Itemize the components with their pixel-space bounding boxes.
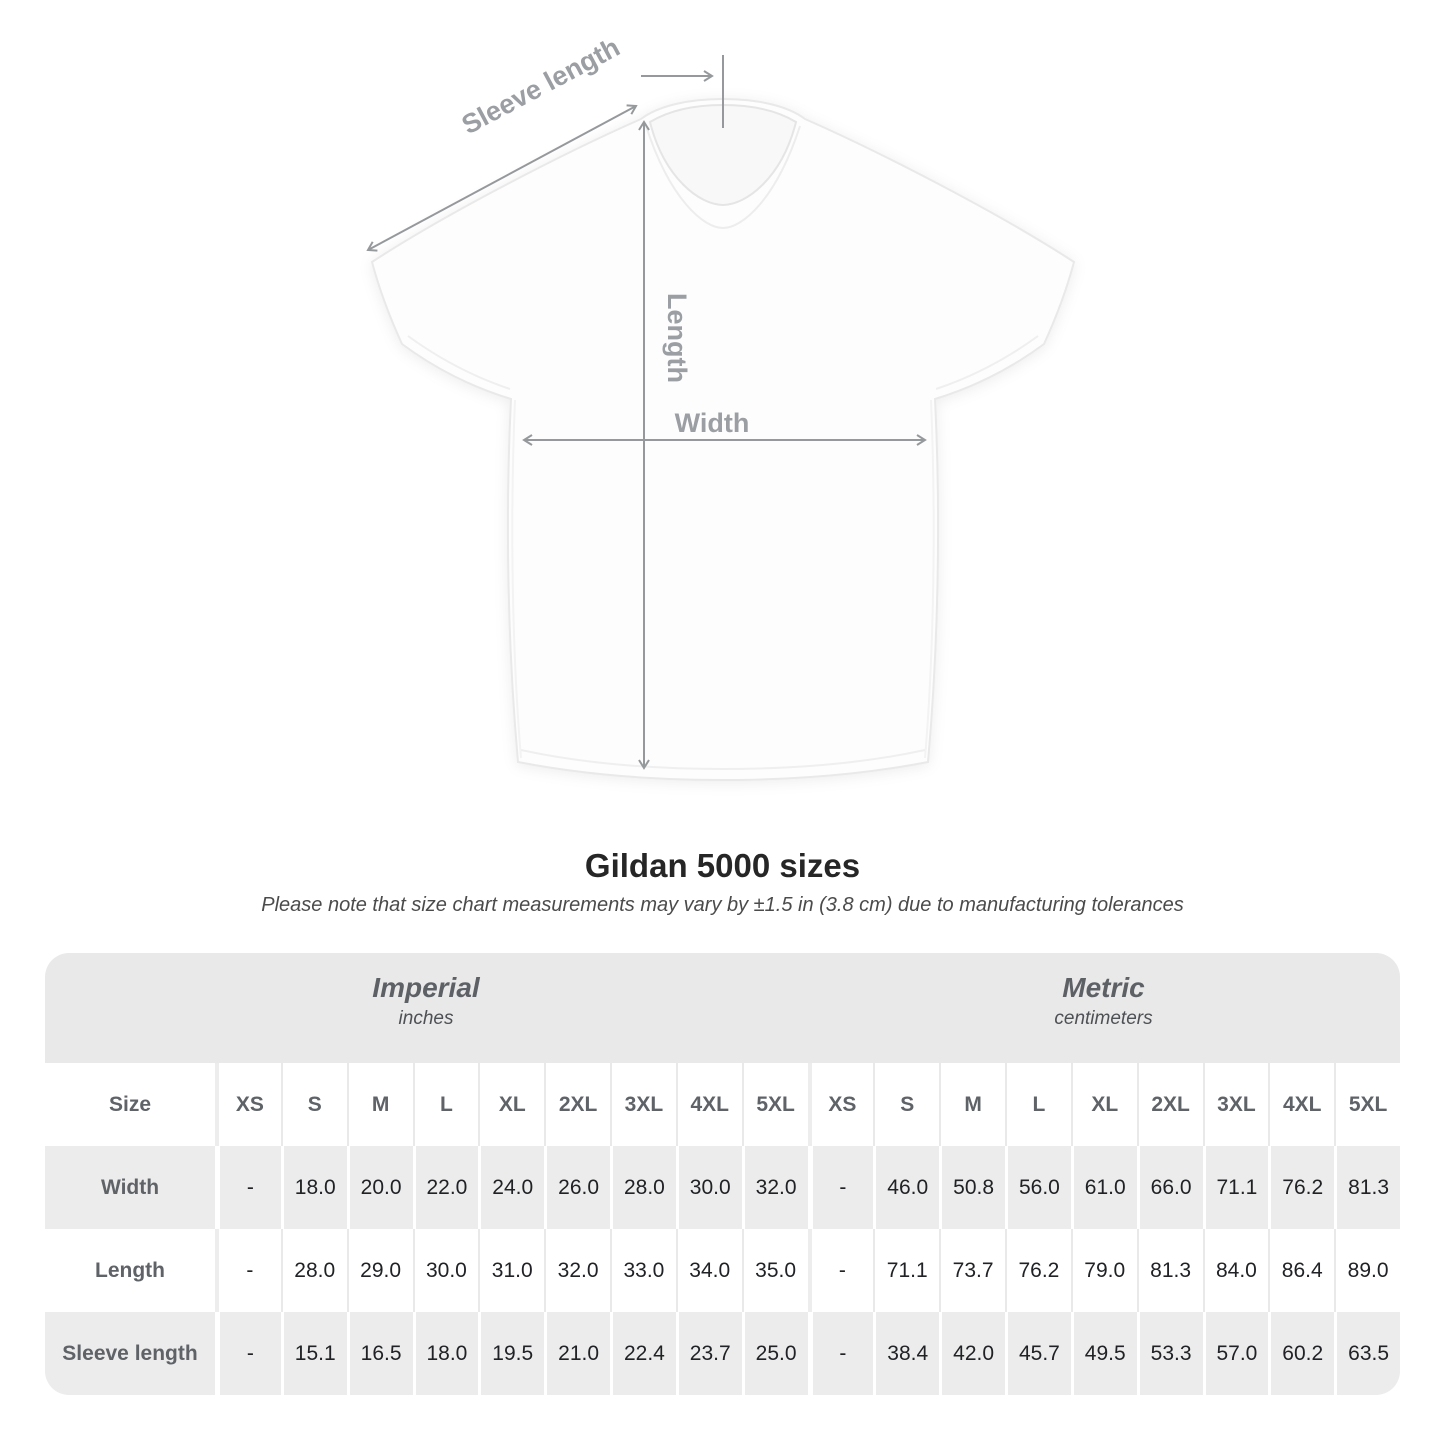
width-metric-xl: 61.0	[1071, 1146, 1137, 1229]
imperial-sublabel: inches	[398, 1008, 454, 1029]
size-col-metric-s: S	[873, 1063, 939, 1146]
size-col-metric-2xl: 2XL	[1137, 1063, 1203, 1146]
sleeve-metric-5xl: 63.5	[1334, 1312, 1400, 1395]
width-imperial-m: 20.0	[347, 1146, 413, 1229]
size-col-imperial-l: L	[413, 1063, 479, 1146]
length-imperial-m: 29.0	[347, 1229, 413, 1312]
length-label: Length	[662, 293, 692, 383]
length-imperial-3xl: 33.0	[610, 1229, 676, 1312]
length-metric-5xl: 89.0	[1334, 1229, 1400, 1312]
sleeve-imperial-5xl: 25.0	[742, 1312, 808, 1395]
sleeve-length-row	[45, 1312, 1400, 1395]
metric-sublabel: centimeters	[1054, 1008, 1153, 1029]
sleeve-imperial-xs: -	[215, 1312, 281, 1395]
length-metric-3xl: 84.0	[1203, 1229, 1269, 1312]
size-col-metric-xs: XS	[808, 1063, 874, 1146]
sleeve-imperial-s: 15.1	[281, 1312, 347, 1395]
sleeve-metric-xs: -	[808, 1312, 874, 1395]
metric-header	[807, 953, 1400, 1063]
size-header-row	[45, 1063, 1400, 1146]
size-col-metric-l: L	[1005, 1063, 1071, 1146]
width-metric-s: 46.0	[873, 1146, 939, 1229]
width-imperial-5xl: 32.0	[742, 1146, 808, 1229]
size-col-imperial-5xl: 5XL	[742, 1063, 808, 1146]
width-metric-4xl: 76.2	[1268, 1146, 1334, 1229]
metric-label: Metric	[1062, 972, 1145, 1003]
unit-header-band	[45, 953, 1400, 1063]
sleeve-metric-s: 38.4	[873, 1312, 939, 1395]
sleeve-length-label: Sleeve length	[456, 31, 625, 141]
sleeve-imperial-l: 18.0	[413, 1312, 479, 1395]
width-imperial-s: 18.0	[281, 1146, 347, 1229]
width-metric-5xl: 81.3	[1334, 1146, 1400, 1229]
length-metric-xs: -	[808, 1229, 874, 1312]
sleeve-metric-3xl: 57.0	[1203, 1312, 1269, 1395]
width-imperial-4xl: 30.0	[676, 1146, 742, 1229]
width-metric-l: 56.0	[1005, 1146, 1071, 1229]
length-metric-l: 76.2	[1005, 1229, 1071, 1312]
length-metric-xl: 79.0	[1071, 1229, 1137, 1312]
width-imperial-xl: 24.0	[478, 1146, 544, 1229]
length-imperial-s: 28.0	[281, 1229, 347, 1312]
sleeve-metric-xl: 49.5	[1071, 1312, 1137, 1395]
width-imperial-l: 22.0	[413, 1146, 479, 1229]
tolerance-note: Please note that size chart measurements may vary by ±1.5 in (3.8 cm) due to manufacturing tolerances	[261, 894, 1184, 916]
width-label: Width	[674, 408, 750, 438]
sleeve-metric-l: 45.7	[1005, 1312, 1071, 1395]
size-col-imperial-s: S	[281, 1063, 347, 1146]
size-col-metric-4xl: 4XL	[1268, 1063, 1334, 1146]
length-metric-s: 71.1	[873, 1229, 939, 1312]
size-col-imperial-4xl: 4XL	[676, 1063, 742, 1146]
imperial-header	[45, 953, 807, 1063]
sleeve-length-row-label: Sleeve length	[62, 1341, 198, 1365]
length-metric-m: 73.7	[939, 1229, 1005, 1312]
width-metric-m: 50.8	[939, 1146, 1005, 1229]
size-column-header: Size	[108, 1092, 152, 1116]
length-imperial-4xl: 34.0	[676, 1229, 742, 1312]
width-metric-2xl: 66.0	[1137, 1146, 1203, 1229]
heading	[0, 846, 1445, 918]
size-col-imperial-3xl: 3XL	[610, 1063, 676, 1146]
length-imperial-l: 30.0	[413, 1229, 479, 1312]
length-metric-4xl: 86.4	[1268, 1229, 1334, 1312]
size-col-metric-xl: XL	[1071, 1063, 1137, 1146]
length-row-label: Length	[95, 1258, 165, 1282]
sleeve-imperial-4xl: 23.7	[676, 1312, 742, 1395]
length-imperial-5xl: 35.0	[742, 1229, 808, 1312]
size-col-imperial-xl: XL	[478, 1063, 544, 1146]
sleeve-metric-m: 42.0	[939, 1312, 1005, 1395]
size-col-imperial-2xl: 2XL	[544, 1063, 610, 1146]
page-title: Gildan 5000 sizes	[584, 847, 861, 884]
size-col-metric-3xl: 3XL	[1203, 1063, 1269, 1146]
length-imperial-xl: 31.0	[478, 1229, 544, 1312]
size-table	[45, 953, 1400, 1395]
sleeve-metric-4xl: 60.2	[1268, 1312, 1334, 1395]
sleeve-metric-2xl: 53.3	[1137, 1312, 1203, 1395]
width-row	[45, 1146, 1400, 1229]
sleeve-imperial-m: 16.5	[347, 1312, 413, 1395]
width-metric-3xl: 71.1	[1203, 1146, 1269, 1229]
sleeve-imperial-xl: 19.5	[478, 1312, 544, 1395]
width-metric-xs: -	[808, 1146, 874, 1229]
length-imperial-2xl: 32.0	[544, 1229, 610, 1312]
size-col-metric-m: M	[939, 1063, 1005, 1146]
sleeve-imperial-3xl: 22.4	[610, 1312, 676, 1395]
length-metric-2xl: 81.3	[1137, 1229, 1203, 1312]
length-imperial-xs: -	[215, 1229, 281, 1312]
size-col-metric-5xl: 5XL	[1334, 1063, 1400, 1146]
width-imperial-xs: -	[215, 1146, 281, 1229]
imperial-label: Imperial	[372, 972, 480, 1003]
size-col-imperial-xs: XS	[215, 1063, 281, 1146]
width-imperial-2xl: 26.0	[544, 1146, 610, 1229]
length-row	[45, 1229, 1400, 1312]
width-row-label: Width	[100, 1175, 160, 1199]
size-col-imperial-m: M	[347, 1063, 413, 1146]
width-imperial-3xl: 28.0	[610, 1146, 676, 1229]
sleeve-imperial-2xl: 21.0	[544, 1312, 610, 1395]
